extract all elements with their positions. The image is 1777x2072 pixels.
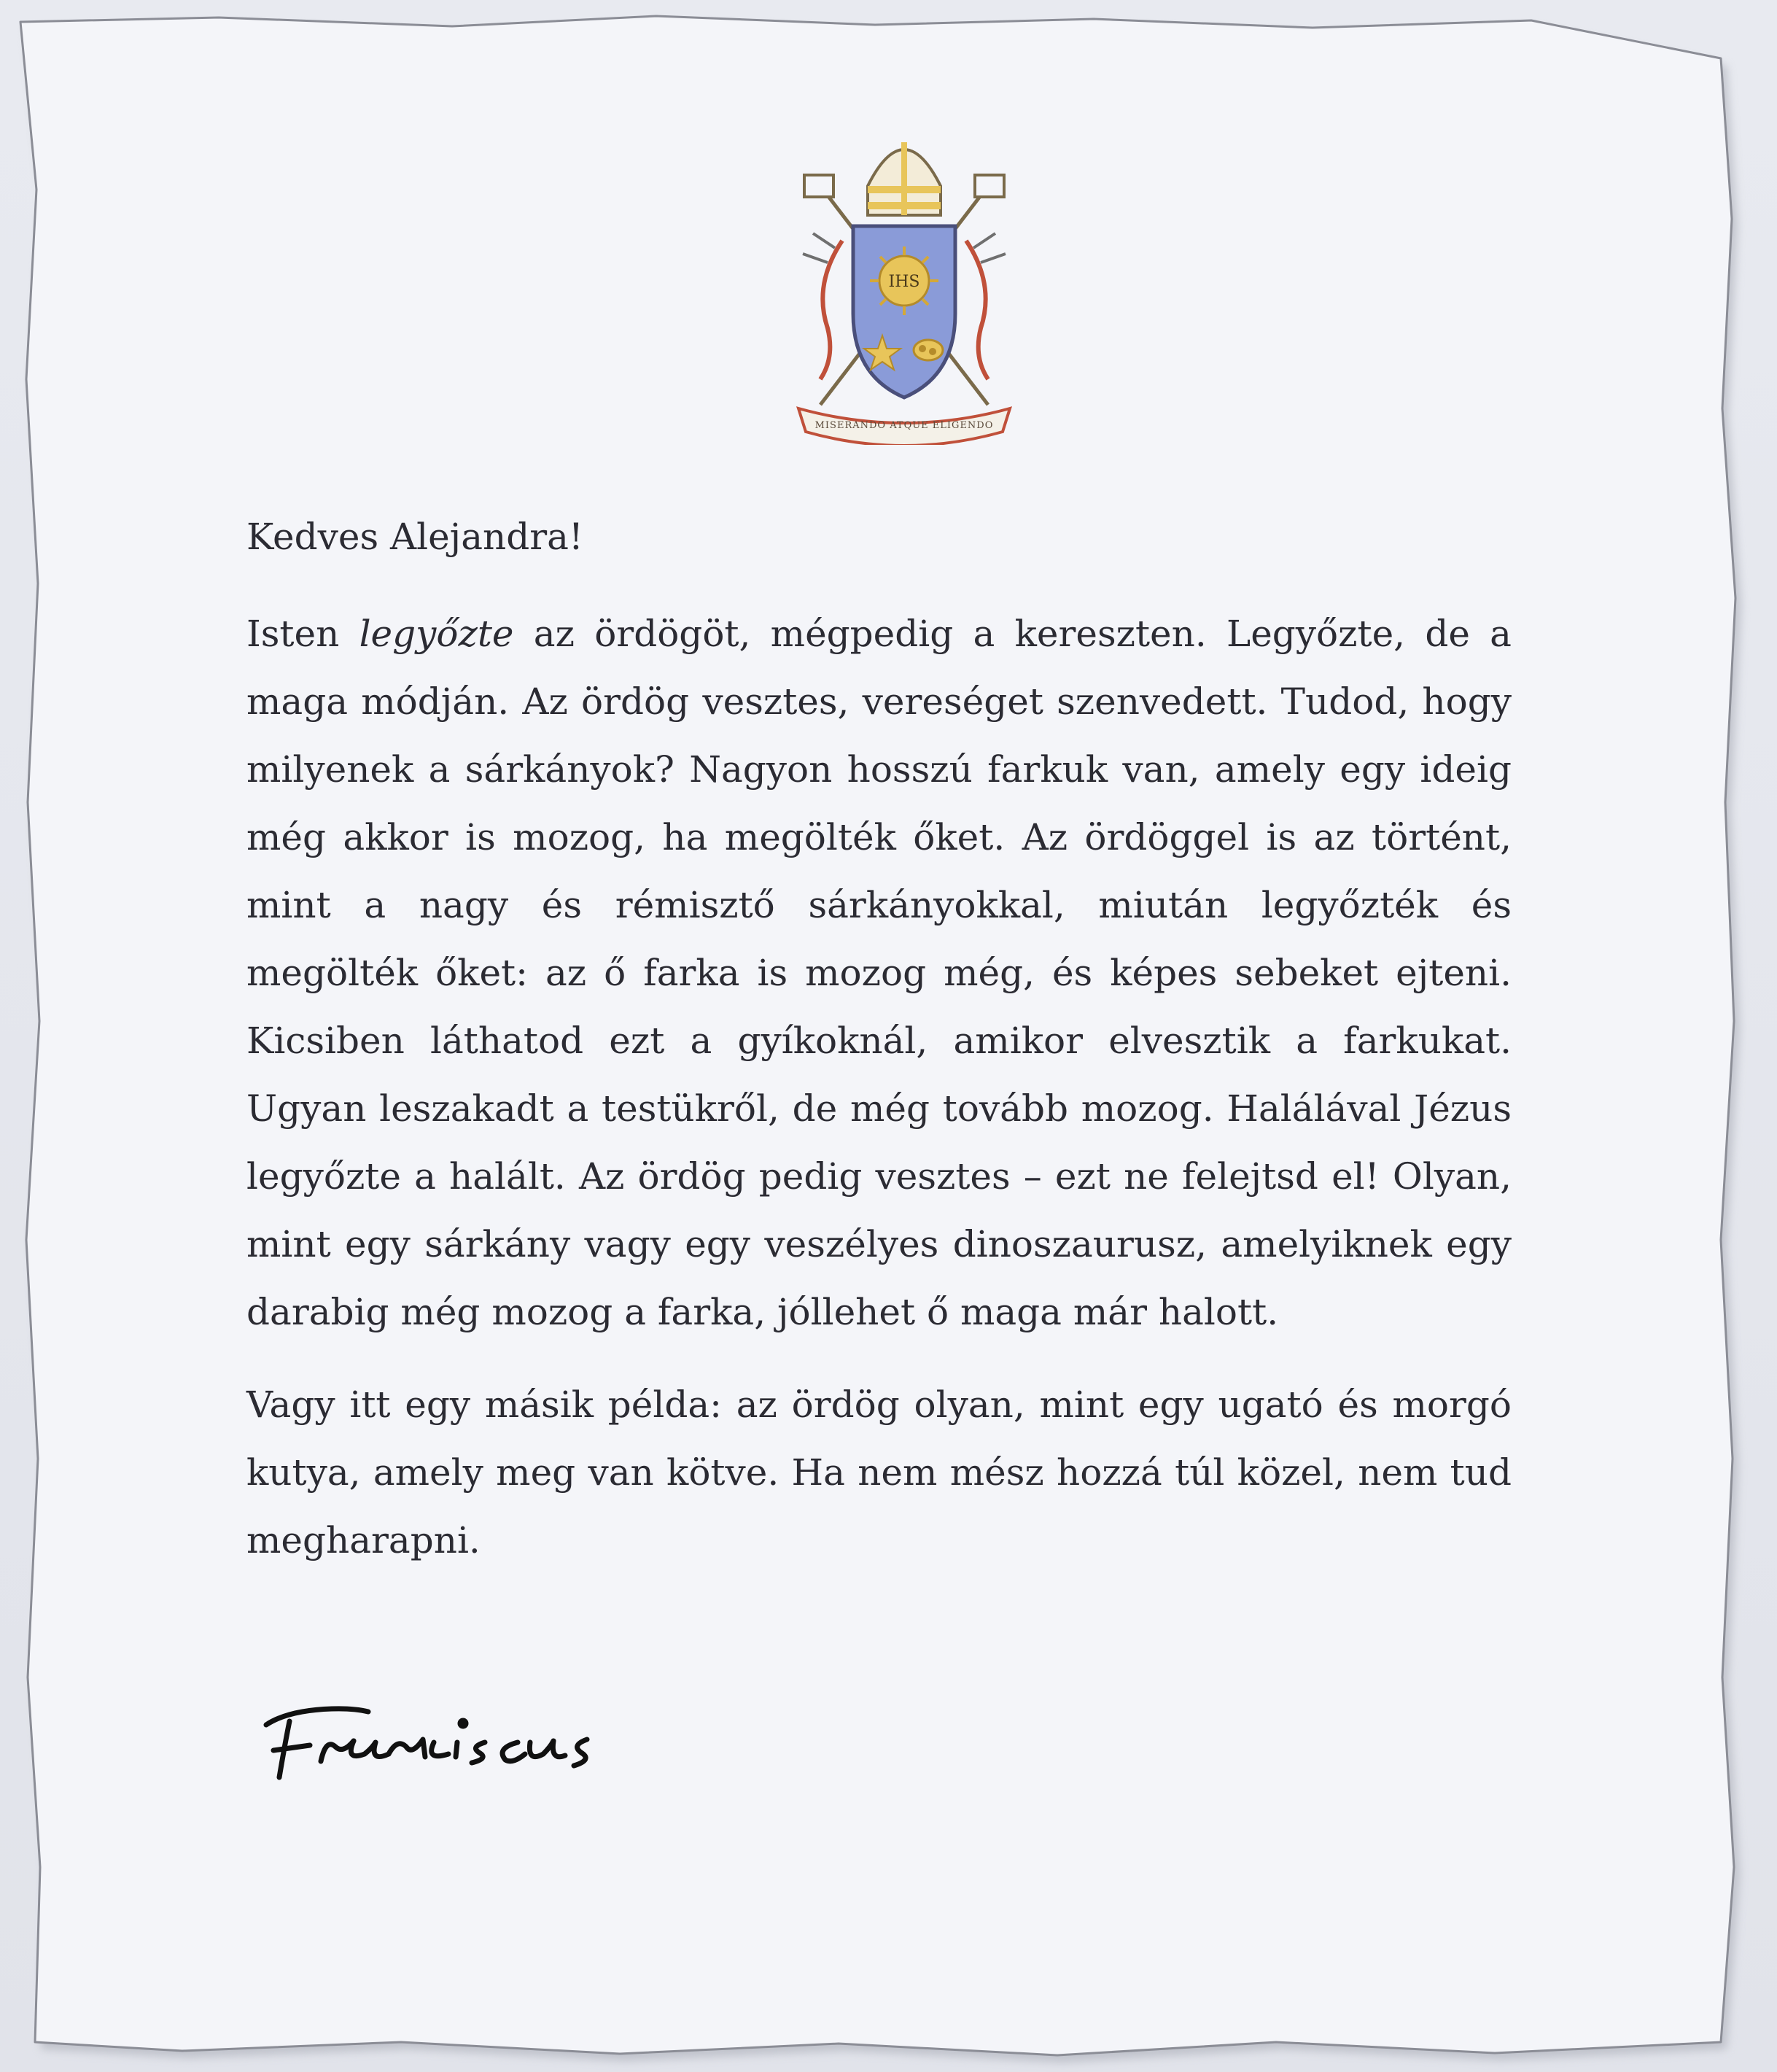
paragraph-1-start: Isten xyxy=(246,613,359,655)
letter-body xyxy=(246,503,1512,1599)
greeting: Kedves Alejandra! xyxy=(246,516,584,558)
sun-ihs-icon xyxy=(870,247,938,315)
paragraph-1 xyxy=(246,600,1512,1346)
paragraph-1-emphasis: legyőzte xyxy=(359,613,514,655)
ihs-monogram: IHS xyxy=(888,273,920,291)
nard-flower-icon xyxy=(914,340,943,360)
paragraph-1-rest: az ördögöt, mégpedig a kereszten. Legyőzte, de a maga módján. Az ördög vesztes, vereséget szenvedett. Tudod, hogy milyenek a sárkányok? Nagyon hosszú farkuk van, amely egy ideig még akkor is mozog, ha megölték őket. Az ördöggel is az történt, mint a nagy és rémisztő sárkányokkal, miután legyőzték és megölték őket: az ő farka is mozog még, és képes sebeket ejteni. Kicsiben láthatod ezt a gyíkoknál, amikor elvesztik a farkukat. Ugyan leszakadt a testükről, de még tovább mozog. Halálával Jézus legyőzte a halált. Az ördög pedig vesztes – ezt ne felejtsd el! Olyan, mint egy sárkány vagy egy veszélyes dinoszaurusz, amelyiknek egy darabig még mozog a farka, jóllehet ő maga már halott. xyxy=(246,613,1512,1333)
mitre-icon xyxy=(868,142,941,215)
motto-text: MISERANDO ATQUE ELIGENDO xyxy=(814,420,994,431)
motto-ribbon xyxy=(798,408,1010,445)
signature xyxy=(244,1681,711,1783)
papal-coat-of-arms xyxy=(784,117,1024,445)
paragraph-2: Vagy itt egy másik példa: az ördög olyan, mint egy ugató és morgó kutya, amely meg van kötve. Ha nem mész hozzá túl közel, nem tud megharapni. xyxy=(246,1384,1512,1561)
